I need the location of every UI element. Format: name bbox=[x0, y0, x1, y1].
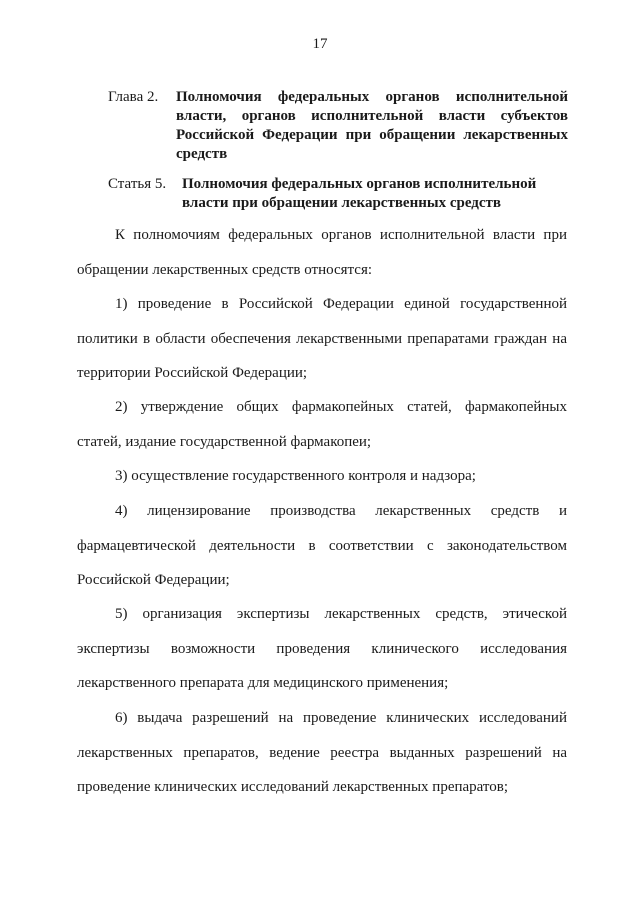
intro-paragraph: К полномочиям федеральных органов исполнительной власти при обращении лекарственных средств относятся: bbox=[77, 227, 567, 278]
list-item-3: 3) осуществление государственного контроля и надзора; bbox=[115, 468, 476, 484]
article-heading bbox=[108, 175, 568, 213]
page-number: 17 bbox=[312, 36, 328, 52]
list-item-2: 2) утверждение общих фармакопейных статей, фармакопейных статей, издание государственной фармакопеи; bbox=[77, 399, 567, 450]
article-label: Статья 5. bbox=[108, 176, 167, 192]
list-item-4: 4) лицензирование производства лекарственных средств и фармацевтической деятельности в соответствии с законодательством Российской Федерации; bbox=[77, 503, 567, 588]
chapter-title: Полномочия федеральных органов исполнительной власти, органов исполнительной власти субъектов Российской Федерации при обращении лекарственных средств bbox=[176, 89, 568, 162]
article-title: Полномочия федеральных органов исполнительной власти при обращении лекарственных средств bbox=[182, 176, 537, 211]
chapter-heading bbox=[108, 88, 568, 164]
list-item-5: 5) организация экспертизы лекарственных средств, этической экспертизы возможности проведения клинического исследования лекарственного препарата для медицинского применения; bbox=[77, 606, 567, 691]
chapter-label: Глава 2. bbox=[108, 89, 159, 105]
list-item-6: 6) выдача разрешений на проведение клинических исследований лекарственных препаратов, ведение реестра выданных разрешений на проведение клинических исследований лекарственных препаратов; bbox=[77, 710, 567, 795]
list-item-1: 1) проведение в Российской Федерации единой государственной политики в области обеспечения лекарственными препаратами граждан на территории Российской Федерации; bbox=[77, 296, 567, 381]
